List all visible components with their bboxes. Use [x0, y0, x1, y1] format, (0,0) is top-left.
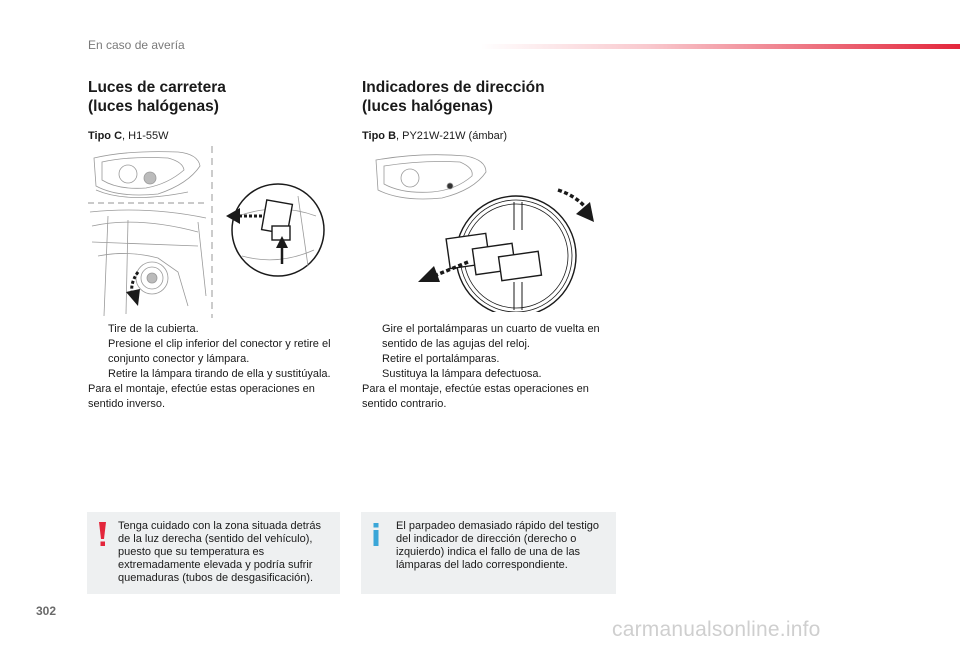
- section-title-line1: Indicadores de dirección: [362, 79, 545, 96]
- info-icon: [369, 520, 383, 548]
- step-text: Tire de la cubierta.: [108, 323, 199, 335]
- left-instructions: [88, 322, 344, 412]
- section-title-line2: (luces halógenas): [362, 98, 493, 115]
- bulb-type-spec: , H1-55W: [122, 130, 169, 142]
- header-accent-bar: [480, 44, 960, 49]
- warning-notice: [87, 512, 340, 594]
- step-item: [88, 322, 344, 337]
- watermark: carmanualsonline.info: [612, 618, 821, 641]
- section-high-beam: [88, 78, 348, 142]
- step-item: [88, 337, 344, 367]
- page-number: 302: [36, 604, 57, 618]
- section-turn-signals: [362, 78, 622, 142]
- step-item: [362, 352, 618, 367]
- bulb-type: [88, 130, 348, 142]
- bulb-type: [362, 130, 622, 142]
- right-instructions: [362, 322, 618, 412]
- step-text: Retire el portalámparas.: [382, 353, 500, 365]
- step-item: [88, 367, 344, 382]
- bulb-type-spec: , PY21W-21W (ámbar): [396, 130, 508, 142]
- closing-note: Para el montaje, efectúe estas operaciones en sentido contrario.: [362, 383, 589, 410]
- section-title: [88, 78, 348, 116]
- step-item: [362, 367, 618, 382]
- turn-signal-bulb-illustration: [362, 150, 612, 312]
- step-text: Gire el portalámparas un cuarto de vuelta en sentido de las agujas del reloj.: [382, 323, 600, 350]
- info-notice: [361, 512, 616, 594]
- bulb-type-label: Tipo B: [362, 130, 397, 142]
- header-title: En caso de avería: [88, 38, 185, 52]
- section-title: [362, 78, 622, 116]
- headlamp-bulb-illustration: [88, 146, 338, 318]
- section-title-line2: (luces halógenas): [88, 98, 219, 115]
- section-title-line1: Luces de carretera: [88, 79, 226, 96]
- bulb-type-label: Tipo C: [88, 130, 123, 142]
- step-text: Presione el clip inferior del conector y retire el conjunto conector y lámpara.: [108, 338, 331, 365]
- info-text: El parpadeo demasiado rápido del testigo del indicador de dirección (derecho o izquierdo) indica el fallo de una de las lámparas del lado correspondiente.: [396, 520, 600, 571]
- step-text: Retire la lámpara tirando de ella y sustitúyala.: [108, 368, 331, 380]
- exclamation-icon: [95, 520, 109, 548]
- warning-text: Tenga cuidado con la zona situada detrás de la luz derecha (sentido del vehículo), puesto que su temperatura es extremadamente elevada y podría sufrir quemaduras (tubos de desgasificación).: [118, 520, 322, 584]
- step-text: Sustituya la lámpara defectuosa.: [382, 368, 542, 380]
- closing-note: Para el montaje, efectúe estas operaciones en sentido inverso.: [88, 383, 315, 410]
- step-item: [362, 322, 618, 352]
